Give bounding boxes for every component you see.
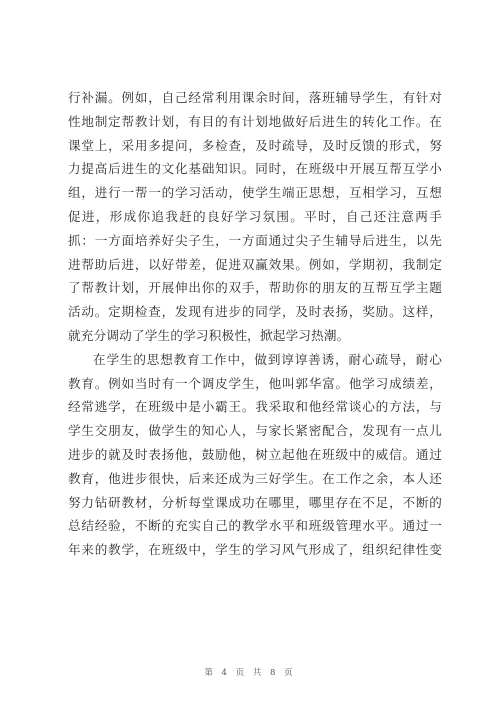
text-line: 年来的教学，在班级中，学生的学习风气形成了，组织纪律性变 <box>68 542 442 558</box>
text-line: 抓：一方面培养好尖子生，一方面通过尖子生辅导后进生，以先 <box>68 232 442 248</box>
text-line: 教育。例如当时有一个调皮学生，他叫郭华富。他学习成绩差， <box>68 375 442 391</box>
text-line: 努力钻研教材，分析每堂课成功在哪里，哪里存在不足，不断的 <box>68 494 442 510</box>
text-line: 在学生的思想教育工作中，做到谆谆善诱，耐心疏导，耐心 <box>93 351 442 367</box>
text-line: 性地制定帮教计划，有目的有计划地做好后进生的转化工作。在 <box>68 113 442 129</box>
text-line: 促进，形成你追我赶的良好学习氛围。平时，自己还注意两手 <box>68 208 442 224</box>
text-line: 力提高后进生的文化基础知识。同时，在班级中开展互帮互学小 <box>68 161 442 177</box>
page-number-footer: 第 4 页 共 8 页 <box>204 668 296 678</box>
text-line: 了帮教计划，开展伸出你的双手，帮助你的朋友的互帮互学主题 <box>68 280 442 296</box>
document-body <box>68 86 442 562</box>
paragraph-1 <box>68 86 442 348</box>
text-line: 组，进行一帮一的学习活动，使学生端正思想，互相学习，互想 <box>68 185 442 201</box>
text-line: 总结经验，不断的充实自己的教学水平和班级管理水平。通过一 <box>68 518 442 534</box>
text-line: 就充分调动了学生的学习积极性，掀起学习热潮。 <box>68 327 350 343</box>
text-line: 进帮助后进，以好带差，促进双赢效果。例如，学期初，我制定 <box>68 256 442 272</box>
text-line: 经常逃学，在班级中是小霸王。我采取和他经常谈心的方法，与 <box>68 399 442 415</box>
text-line: 课堂上，采用多提问，多检查，及时疏导，及时反馈的形式，努 <box>68 137 442 153</box>
text-line: 活动。定期检查，发现有进步的同学，及时表扬，奖励。这样， <box>68 304 442 320</box>
text-line: 进步的就及时表扬他，鼓励他，树立起他在班级中的威信。通过 <box>68 446 442 462</box>
text-line: 行补漏。例如，自己经常利用课余时间，落班辅导学生，有针对 <box>68 90 442 105</box>
text-line: 学生交朋友，做学生的知心人，与家长紧密配合，发现有一点儿 <box>68 423 442 439</box>
paragraph-2 <box>68 348 442 562</box>
text-line: 教育，他进步很快，后来还成为三好学生。在工作之余，本人还 <box>68 470 442 486</box>
